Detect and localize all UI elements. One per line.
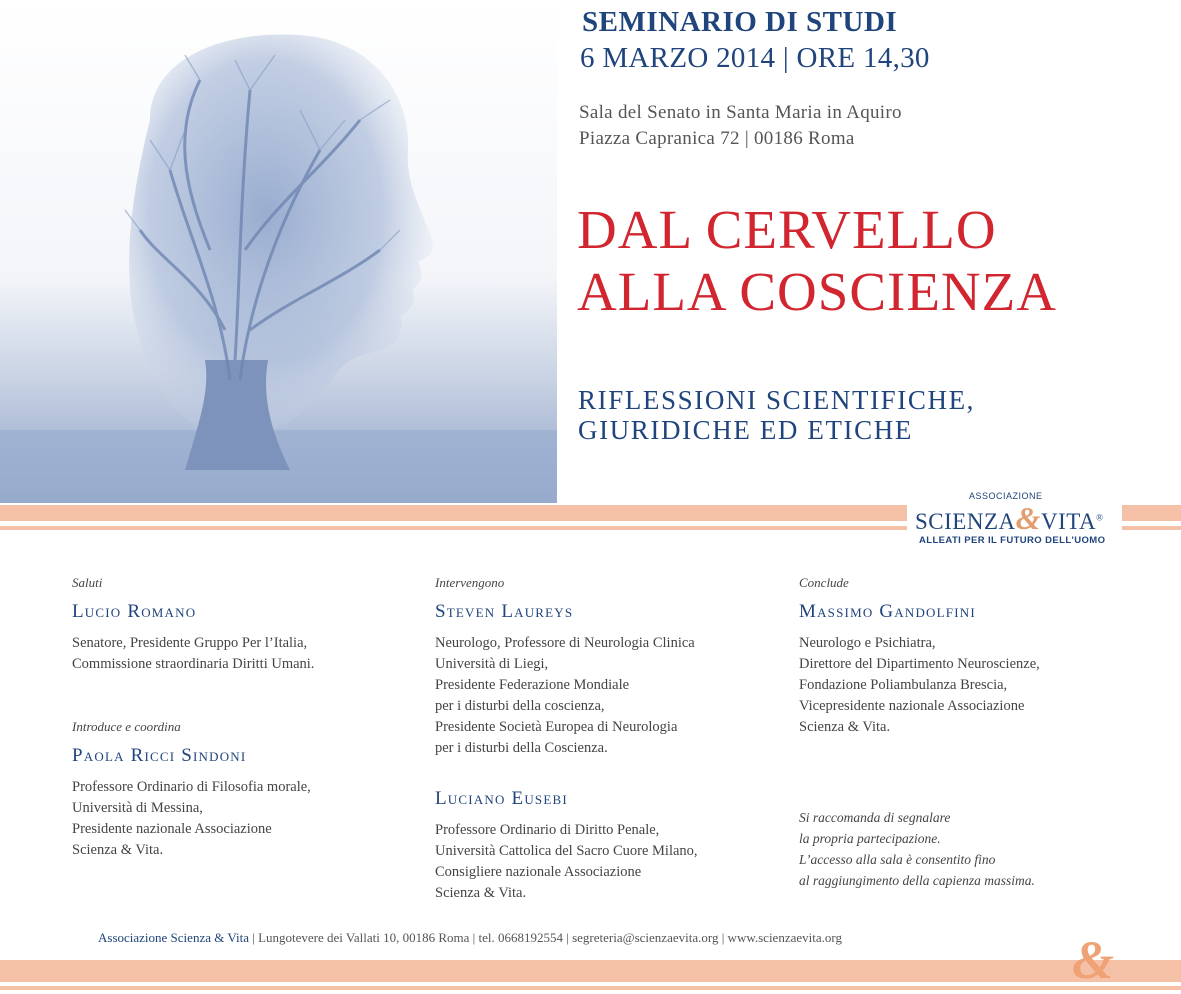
registered-mark: ®: [1096, 512, 1104, 523]
venue-line-2: Piazza Capranica 72 | 00186 Roma: [579, 128, 855, 149]
role-intervengono: Intervengono: [435, 575, 505, 590]
logo-wordmark: [915, 500, 1103, 537]
speaker-description: Neurologo e Psichiatra, Direttore del Dipartimento Neuroscienze, Fondazione Poliambulanza Brescia, Vicepresidente nazionale Associazione Scienza & Vita.: [799, 635, 1040, 735]
seminar-label: SEMINARIO DI STUDI: [582, 6, 898, 38]
speaker-paola-ricci-sindoni: Paola Ricci Sindoni: [72, 745, 247, 766]
tree-head-image: [0, 0, 557, 503]
venue-line-1: Sala del Senato in Santa Maria in Aquiro: [579, 102, 902, 123]
speaker-lucio-romano: Lucio Romano: [72, 601, 197, 622]
footer-org: Associazione Scienza & Vita: [98, 930, 249, 945]
speaker-description: Professore Ordinario di Diritto Penale, Università Cattolica del Sacro Cuore Milano, Consigliere nazionale Associazione Scienza & Vita.: [435, 822, 698, 901]
scienza-vita-logo: [907, 485, 1122, 555]
registration-note: Si raccomanda di segnalare la propria partecipazione. L’accesso alla sala è consentito fino al raggiungimento della capienza massima.: [799, 810, 1035, 888]
logo-tagline: ALLEATI PER IL FUTURO DELL'UOMO: [919, 535, 1106, 546]
speaker-steven-laureys: Steven Laureys: [435, 601, 574, 622]
subtitle-line-1: RIFLESSIONI SCIENTIFICHE,: [578, 385, 976, 415]
speaker-description: Neurologo, Professore di Neurologia Clinica Università di Liegi, Presidente Federazione Mondiale per i disturbi della coscienza, Presidente Società Europea di Neurologia per i disturbi della Coscienza.: [435, 635, 695, 756]
role-saluti: Saluti: [72, 575, 103, 590]
logo-word-scienza: SCIENZA: [915, 509, 1016, 534]
main-title-line-1: DAL CERVELLO: [577, 199, 997, 260]
seminar-date: 6 MARZO 2014 | ORE 14,30: [580, 42, 930, 74]
speaker-description: Senatore, Presidente Gruppo Per l’Italia, Commissione straordinaria Diritti Umani.: [72, 635, 315, 672]
footer-details: | Lungotevere dei Vallati 10, 00186 Roma | tel. 0668192554 | segreteria@scienzaevita.org | www.scienzaevita.org: [248, 930, 842, 945]
speaker-massimo-gandolfini: Massimo Gandolfini: [799, 601, 976, 622]
logo-word-vita: VITA: [1041, 509, 1097, 534]
role-introduce: Introduce e coordina: [72, 719, 181, 734]
logo-association-label: ASSOCIAZIONE: [969, 491, 1043, 501]
role-conclude: Conclude: [799, 575, 849, 590]
speaker-description: Professore Ordinario di Filosofia morale, Università di Messina, Presidente nazionale Associazione Scienza & Vita.: [72, 779, 311, 858]
footer-ampersand: &: [1072, 930, 1115, 990]
footer-stripe: [0, 960, 1181, 982]
footer-stripe-thin: [0, 986, 1181, 990]
speaker-luciano-eusebi: Luciano Eusebi: [435, 788, 568, 809]
tree-head-illustration: [0, 0, 557, 503]
footer-contact: [98, 930, 842, 946]
subtitle-line-2: GIURIDICHE ED ETICHE: [578, 415, 913, 445]
logo-ampersand: &: [1015, 500, 1042, 536]
main-title-line-2: ALLA COSCIENZA: [577, 261, 1057, 322]
